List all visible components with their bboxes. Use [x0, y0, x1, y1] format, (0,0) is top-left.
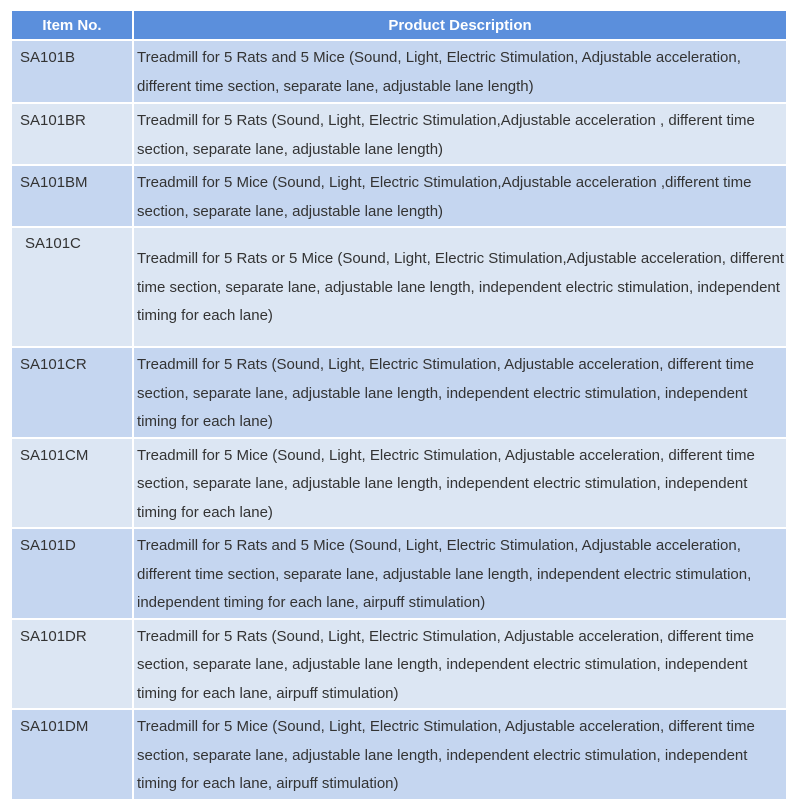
table-row [12, 620, 786, 709]
header-product-description: Product Description [134, 11, 786, 39]
item-number: SA101CM [12, 439, 132, 528]
product-table [10, 9, 788, 801]
product-description: Treadmill for 5 Rats and 5 Mice (Sound, Light, Electric Stimulation, Adjustable acceleration, different time section, separate lane, adjustable lane length) [134, 41, 786, 102]
product-description: Treadmill for 5 Rats (Sound, Light, Electric Stimulation,Adjustable acceleration , different time section, separate lane, adjustable lane length) [134, 104, 786, 164]
item-number: SA101C [12, 228, 132, 346]
table-row [12, 710, 786, 799]
table-row [12, 439, 786, 528]
header-item-no: Item No. [12, 11, 132, 39]
item-number: SA101BM [12, 166, 132, 226]
table-row [12, 41, 786, 102]
product-description: Treadmill for 5 Mice (Sound, Light, Electric Stimulation, Adjustable acceleration, different time section, separate lane, adjustable lane length, independent electric stimulation, independent timing for each lane) [134, 439, 786, 528]
table-header-row [12, 11, 786, 39]
item-number: SA101BR [12, 104, 132, 164]
product-description: Treadmill for 5 Rats (Sound, Light, Electric Stimulation, Adjustable acceleration, different time section, separate lane, adjustable lane length, independent electric stimulation, independent timing for each lane, airpuff stimulation) [134, 620, 786, 709]
table-row [12, 166, 786, 226]
table-row [12, 104, 786, 164]
product-description: Treadmill for 5 Mice (Sound, Light, Electric Stimulation, Adjustable acceleration, different time section, separate lane, adjustable lane length, independent electric stimulation, independent timing for each lane, airpuff stimulation) [134, 710, 786, 799]
table-row [12, 529, 786, 618]
item-number: SA101CR [12, 348, 132, 437]
table-row [12, 348, 786, 437]
item-number: SA101DR [12, 620, 132, 709]
product-description: Treadmill for 5 Rats or 5 Mice (Sound, Light, Electric Stimulation,Adjustable acceleration, different time section, separate lane, adjustable lane length, independent electric stimulation, independent timing for each lane) [134, 228, 786, 346]
item-number: SA101B [12, 41, 132, 102]
product-description: Treadmill for 5 Rats and 5 Mice (Sound, Light, Electric Stimulation, Adjustable acceleration, different time section, separate lane, adjustable lane length, independent electric stimulation, independent timing for each lane, airpuff stimulation) [134, 529, 786, 618]
product-description: Treadmill for 5 Mice (Sound, Light, Electric Stimulation,Adjustable acceleration ,different time section, separate lane, adjustable lane length) [134, 166, 786, 226]
item-number: SA101D [12, 529, 132, 618]
item-number: SA101DM [12, 710, 132, 799]
product-description: Treadmill for 5 Rats (Sound, Light, Electric Stimulation, Adjustable acceleration, different time section, separate lane, adjustable lane length, independent electric stimulation, independent timing for each lane) [134, 348, 786, 437]
table-row [12, 228, 786, 346]
